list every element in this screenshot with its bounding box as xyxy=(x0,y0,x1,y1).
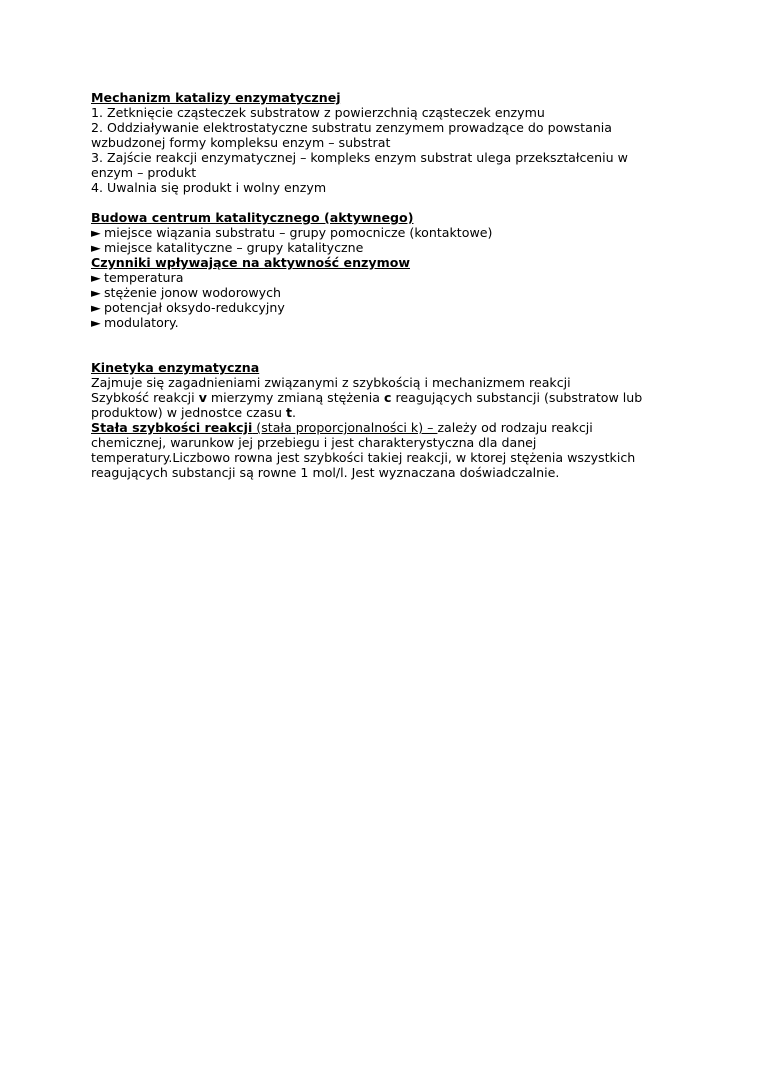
rate-constant-line: chemicznej, warunkow jej przebiegu i jest charakterystyczna dla danej xyxy=(91,435,537,450)
mechanism-item: 1. Zetknięcie cząsteczek substratow z powierzchnią cząsteczek enzymu xyxy=(91,105,545,120)
heading-mechanism: Mechanizm katalizy enzymatycznej xyxy=(91,90,341,105)
rate-constant-line: temperatury.Liczbowo rowna jest szybkości takiej reakcji, w ktorej stężenia wszystkich xyxy=(91,450,636,465)
rate-constant-line: reagujących substancji są rowne 1 mol/l. Jest wyznaczana doświadczalnie. xyxy=(91,465,560,480)
bullet-arrow-icon: ► xyxy=(91,270,101,285)
kinetics-line: produktow) w jednostce czasu t. xyxy=(91,405,296,420)
kinetics-line: Szybkość reakcji v mierzymy zmianą stężenia c reagujących substancji (substratow lub xyxy=(91,390,643,405)
mechanism-item: enzym – produkt xyxy=(91,165,197,180)
kinetics-line: Zajmuje się zagadnieniami związanymi z szybkością i mechanizmem reakcji xyxy=(91,375,571,390)
factor-item: ► potencjał oksydo-redukcyjny xyxy=(91,300,285,315)
bullet-arrow-icon: ► xyxy=(91,285,101,300)
bullet-arrow-icon: ► xyxy=(91,240,101,255)
mechanism-item: 2. Oddziaływanie elektrostatyczne substratu zenzymem prowadzące do powstania xyxy=(91,120,613,135)
factor-item: ► modulatory. xyxy=(91,315,179,330)
bullet-arrow-icon: ► xyxy=(91,315,101,330)
mechanism-item: 4. Uwalnia się produkt i wolny enzym xyxy=(91,180,327,195)
mechanism-item: 3. Zajście reakcji enzymatycznej – kompleks enzym substrat ulega przekształceniu w xyxy=(91,150,628,165)
factor-item: ► temperatura xyxy=(91,270,184,285)
active-site-item: ► miejsce katalityczne – grupy katalityczne xyxy=(91,240,364,255)
mechanism-item: wzbudzonej formy kompleksu enzym – substrat xyxy=(91,135,391,150)
rate-constant-paren: (stała proporcjonalności k) – xyxy=(252,420,438,435)
heading-factors: Czynniki wpływające na aktywność enzymow xyxy=(91,255,410,270)
bullet-arrow-icon: ► xyxy=(91,225,101,240)
heading-active-site: Budowa centrum katalitycznego (aktywnego) xyxy=(91,210,414,225)
bullet-arrow-icon: ► xyxy=(91,300,101,315)
factor-item: ► stężenie jonow wodorowych xyxy=(91,285,282,300)
heading-kinetics: Kinetyka enzymatyczna xyxy=(91,360,260,375)
rate-constant-line: Stała szybkości reakcji (stała proporcjonalności k) – zależy od rodzaju reakcji xyxy=(91,420,593,435)
rate-constant-label: Stała szybkości reakcji xyxy=(91,420,253,435)
document-content xyxy=(91,90,671,480)
active-site-item: ► miejsce wiązania substratu – grupy pomocnicze (kontaktowe) xyxy=(91,225,493,240)
